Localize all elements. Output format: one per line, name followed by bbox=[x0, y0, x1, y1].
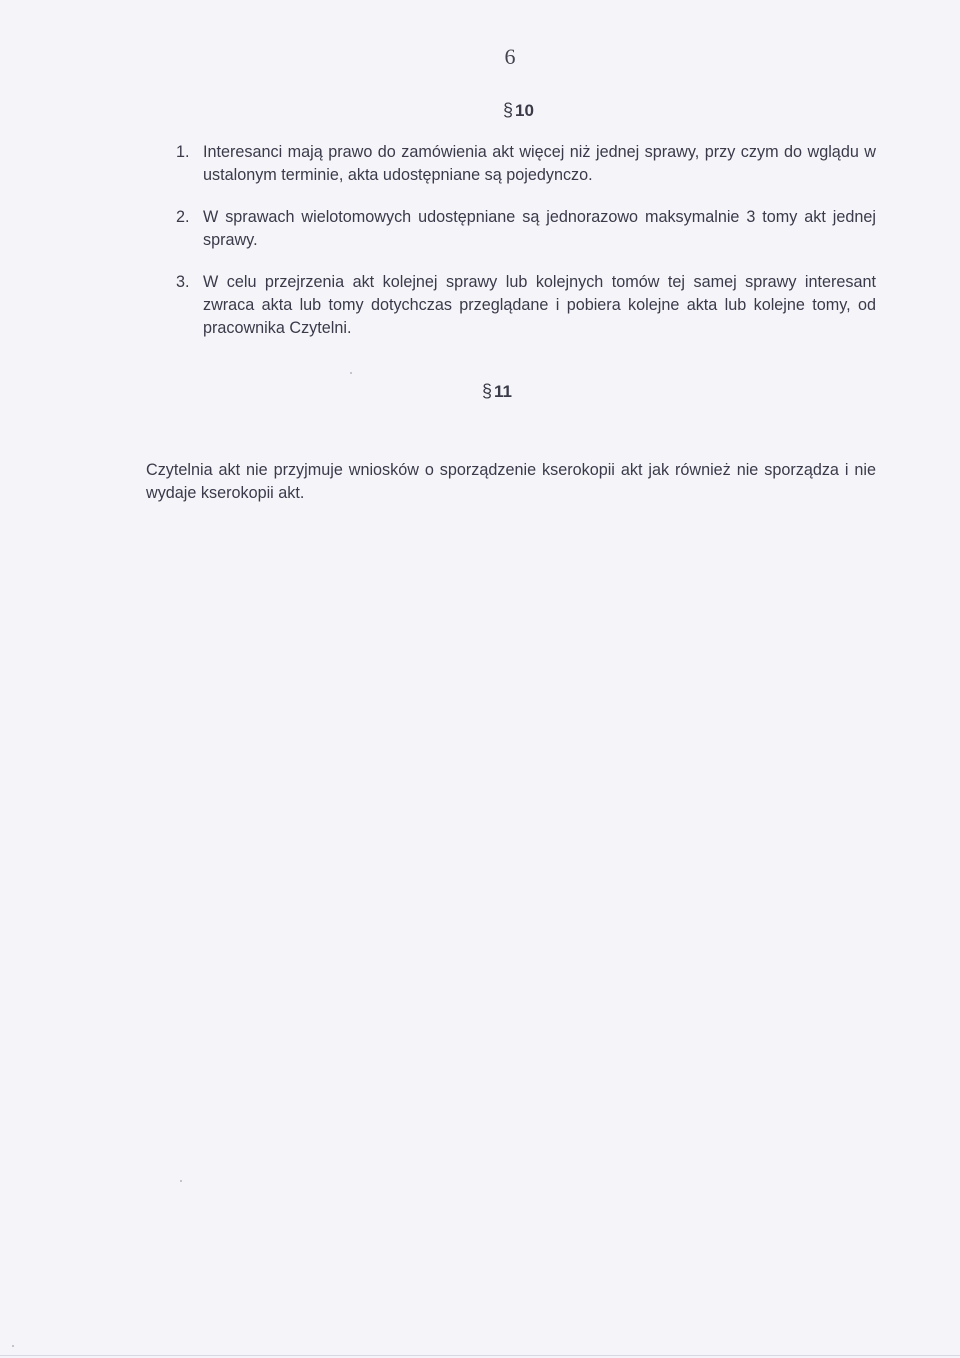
section-symbol: § bbox=[503, 100, 514, 120]
section-number: 11 bbox=[494, 382, 512, 401]
list-item bbox=[176, 206, 876, 252]
section-11-paragraph: Czytelnia akt nie przyjmuje wniosków o sporządzenie kserokopii akt jak również nie sporządza i nie wydaje kserokopii akt. bbox=[146, 461, 876, 503]
list-item bbox=[176, 271, 876, 340]
list-item-text: W sprawach wielotomowych udostępniane są jednorazowo maksymalnie 3 tomy akt jednej sprawy. bbox=[203, 208, 876, 249]
section-number: 10 bbox=[515, 101, 534, 120]
scan-edge bbox=[0, 1355, 960, 1356]
scan-speck bbox=[12, 1345, 14, 1347]
section-10-heading bbox=[503, 100, 534, 121]
list-item bbox=[176, 141, 876, 187]
scan-speck bbox=[350, 372, 352, 374]
list-item-number: 3. bbox=[176, 273, 190, 291]
list-item-number: 2. bbox=[176, 208, 190, 226]
scan-speck bbox=[180, 1180, 182, 1182]
section-10-list bbox=[176, 141, 876, 359]
list-item-number: 1. bbox=[176, 143, 190, 161]
list-item-text: W celu przejrzenia akt kolejnej sprawy lub kolejnych tomów tej samej sprawy interesant zwraca akta lub tomy dotychczas przeglądane i pobiera kolejne akta lub kolejne tomy, od pracownika Czytelni. bbox=[203, 273, 876, 337]
section-11-heading bbox=[482, 381, 512, 402]
section-symbol: § bbox=[482, 381, 493, 401]
page-number: 6 bbox=[504, 44, 516, 69]
list-item-text: Interesanci mają prawo do zamówienia akt więcej niż jednej sprawy, przy czym do wglądu w ustalonym terminie, akta udostępniane są pojedynczo. bbox=[203, 143, 876, 184]
